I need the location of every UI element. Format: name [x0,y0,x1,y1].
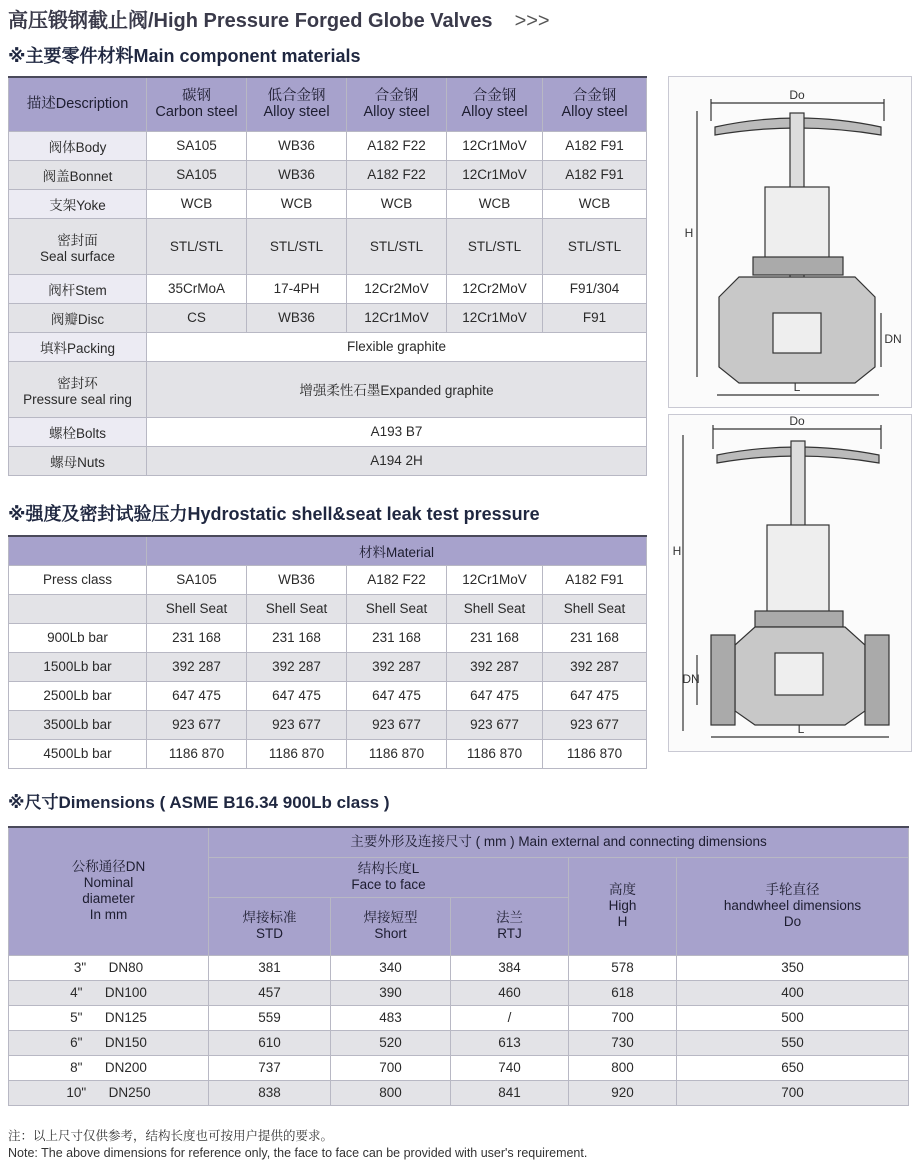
table-row: 阀盖Bonnet SA105 WB36 A182 F22 12Cr1MoV A182 F91 [9,160,647,189]
pressure-table: 材料Material Press class SA105 WB36 A182 F22 12Cr1MoV A182 F91 Shell Seat Shell Seat Shell Seat Shell Seat Shell Seat 900Lb bar 231 168 231 168 231 168 231 168 231 168 1500Lb bar 392 287 392 287 392 287 392 287 392 287 2500Lb bar 647 475 647 475 647 475 647 475 647 475 3500Lb bar 923 677 923 677 923 677 923 677 923 677 4500Lb bar 1186 870 1186 870 1186 870 1186 870 1186 870 [8,535,647,769]
material-col-header: 低合金钢 Alloy steel [247,77,347,131]
table-row: 2500Lb bar 647 475 647 475 647 475 647 475 647 475 [9,681,647,710]
notes [8,1128,587,1162]
table-row: 螺栓Bolts A193 B7 [9,417,647,446]
table-row: 阀瓣Disc CS WB36 12Cr1MoV 12Cr1MoV F91 [9,303,647,332]
materials-table [8,76,647,476]
table-row: 1500Lb bar 392 287 392 287 392 287 392 287 392 287 [9,652,647,681]
page-title: 高压锻钢截止阀/High Pressure Forged Globe Valves >>> [8,10,550,32]
l-label: L [793,380,801,394]
valve-drawing-butt-weld [668,76,912,408]
table-row: 5" DN125 559 483 / 700 500 [9,1005,909,1030]
title-arrows: >>> [514,10,550,32]
dn-label: DN [884,332,902,346]
main-dims-header: 主要外形及连接尺寸 ( mm ) Main external and connecting dimensions [209,827,909,857]
table-row: 阀杆Stem 35CrMoA 17-4PH 12Cr2MoV 12Cr2MoV F91/304 [9,274,647,303]
note-en: Note: The above dimensions for reference only, the face to face can be provided with user's requirement. [8,1146,588,1160]
table-row: 支架Yoke WCB WCB WCB WCB WCB [9,189,647,218]
short-header: 焊接短型 Short [331,897,451,955]
do-label: Do [789,415,805,428]
dn-label: DN [682,672,700,686]
table-row: 密封环 Pressure seal ring 增强柔性石墨Expanded graphite [9,361,647,417]
materials-heading: ※主要零件材料Main component materials [8,46,361,66]
valve-drawing-flanged [668,414,912,752]
valve-flanged-svg [669,415,911,751]
valve-butt-weld-svg [669,77,911,407]
h-label: H [684,226,694,240]
handwheel-header: 手轮直径 handwheel dimensions Do [677,857,909,955]
table-row: 螺母Nuts A194 2H [9,446,647,475]
desc-header: 描述Description [9,77,147,131]
material-col-header: 合金钢 Alloy steel [543,77,647,131]
material-col-header: 合金钢 Alloy steel [347,77,447,131]
nominal-header: 公称通径DN Nominal diameter In mm [9,827,209,955]
l-label: L [797,722,805,736]
material-col-header: 合金钢 Alloy steel [447,77,543,131]
rtj-header: 法兰 RTJ [451,897,569,955]
table-row: 10" DN250 838 800 841 920 700 [9,1080,909,1105]
dimensions-heading: ※尺寸Dimensions ( ASME B16.34 900Lb class ) [8,793,390,812]
do-label: Do [789,88,805,102]
table-row: 填料Packing Flexible graphite [9,332,647,361]
material-header: 材料Material [147,536,647,565]
table-row: 3" DN80 381 340 384 578 350 [9,955,909,980]
table-row: 4" DN100 457 390 460 618 400 [9,980,909,1005]
table-row: 900Lb bar 231 168 231 168 231 168 231 168 231 168 [9,623,647,652]
pressure-heading: ※强度及密封试验压力Hydrostatic shell&seat leak test pressure [8,504,540,524]
dimensions-table [8,826,909,1106]
table-row: 8" DN200 737 700 740 800 650 [9,1055,909,1080]
face-header: 结构长度L Face to face [209,857,569,897]
press-class-header: Press class [9,565,147,594]
table-row: 3500Lb bar 923 677 923 677 923 677 923 677 923 677 [9,710,647,739]
table-row: 6" DN150 610 520 613 730 550 [9,1030,909,1055]
height-header: 高度 High H [569,857,677,955]
note-cn: 注：以上尺寸仅供参考，结构长度也可按用户提供的要求。 [8,1129,334,1143]
table-row: 密封面 Seal surface STL/STL STL/STL STL/STL STL/STL STL/STL [9,218,647,274]
table-row: 4500Lb bar 1186 870 1186 870 1186 870 1186 870 1186 870 [9,739,647,768]
table-row: 阀体Body SA105 WB36 A182 F22 12Cr1MoV A182 F91 [9,131,647,160]
h-label: H [672,544,682,558]
material-col-header: 碳钢 Carbon steel [147,77,247,131]
std-header: 焊接标准 STD [209,897,331,955]
